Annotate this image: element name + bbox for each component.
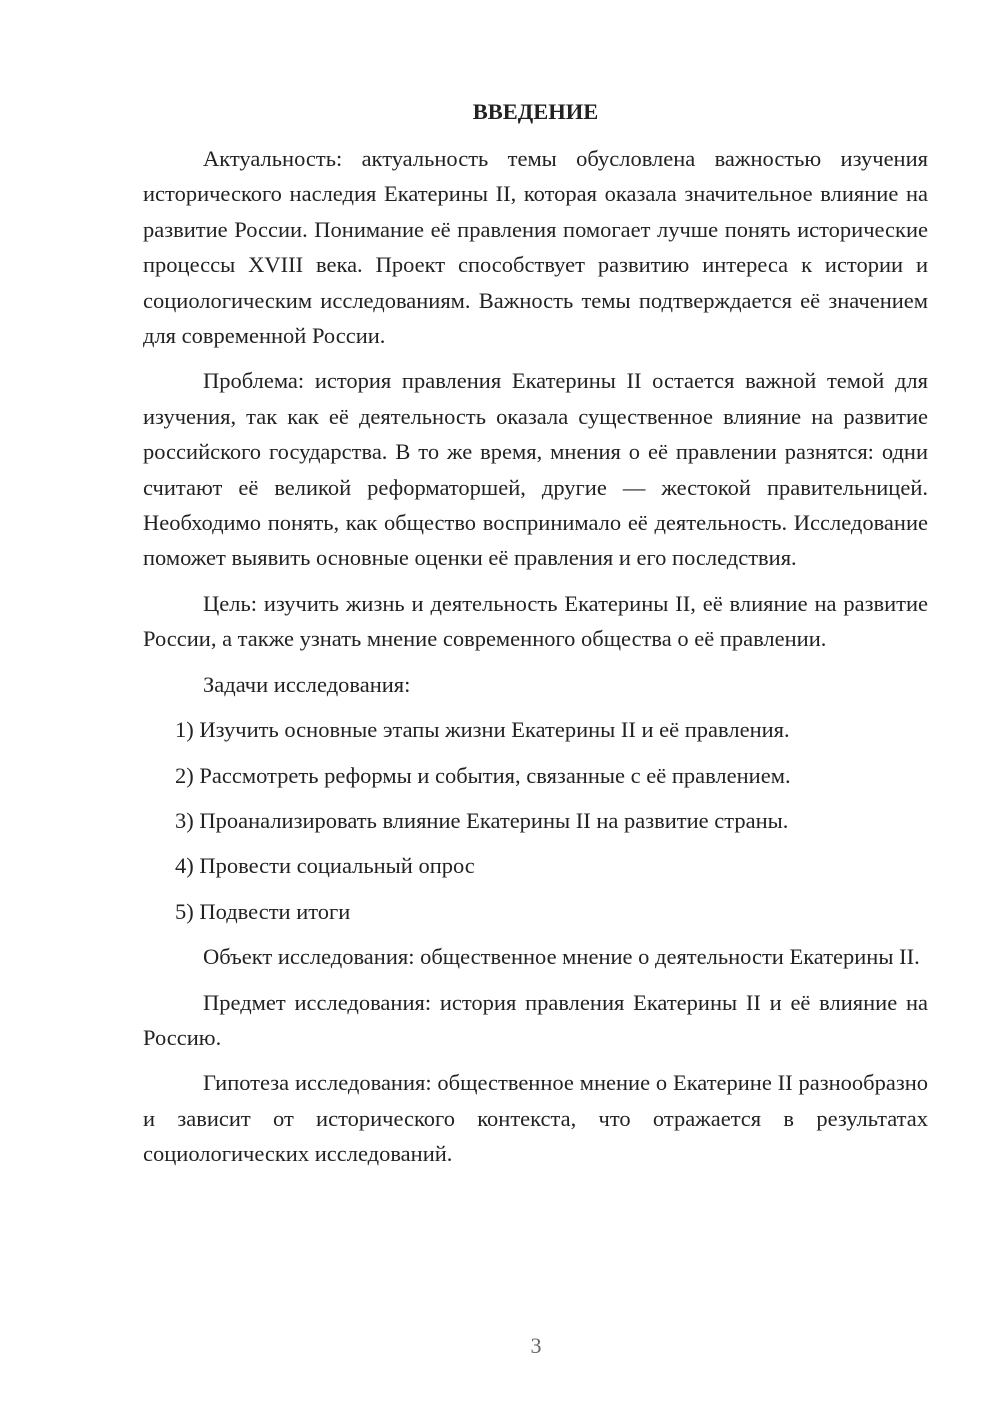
task-item-4: 4) Провести социальный опрос [175, 853, 475, 879]
object-paragraph: Объект исследования: общественное мнение о деятельности Екатерины II. [203, 944, 920, 970]
task-item-3: 3) Проанализировать влияние Екатерины II на развитие страны. [175, 807, 789, 833]
page-title: ВВЕДЕНИЕ [472, 99, 599, 124]
problem-paragraph: Проблема: история правления Екатерины II остается важной темой для изучения, так как её деятельность оказала существенное влияние на развитие российского государства. В то же время, мнения о её правлении разнятся: одни считают её великой реформаторшей, другие — жестокой правительницей. Необходимо понять, как общество воспринимало её деятельность. Исследование поможет выявить основные оценки её правления и его последствия. [143, 368, 928, 571]
page-content [143, 94, 928, 1182]
task-list [143, 712, 928, 929]
task-item-1: 1) Изучить основные этапы жизни Екатерины II и её правления. [175, 717, 790, 743]
relevance-paragraph: Актуальность: актуальность темы обусловлена важностью изучения исторического наследия Екатерины II, которая оказала значительное влияние на развитие России. Понимание её правления помогает лучше понять исторические процессы XVIII века. Проект способствует развитию интереса к истории и социологическим исследованиям. Важность темы подтверждается её значением для современной России. [143, 146, 928, 349]
task-item-5: 5) Подвести итоги [175, 898, 351, 924]
goal-paragraph: Цель: изучить жизнь и деятельность Екатерины II, её влияние на развитие России, а также узнать мнение современного общества о её правлении. [143, 590, 928, 652]
hypothesis-paragraph: Гипотеза исследования: общественное мнение о Екатерине II разнообразно и зависит от исторического контекста, что отражается в результатах социологических исследований. [143, 1070, 928, 1167]
task-item-2: 2) Рассмотреть реформы и события, связанные с её правлением. [175, 762, 791, 788]
subject-paragraph: Предмет исследования: история правления Екатерины II и её влияние на Россию. [143, 989, 928, 1050]
tasks-title: Задачи исследования: [203, 671, 411, 697]
page-number: 3 [530, 1333, 542, 1358]
